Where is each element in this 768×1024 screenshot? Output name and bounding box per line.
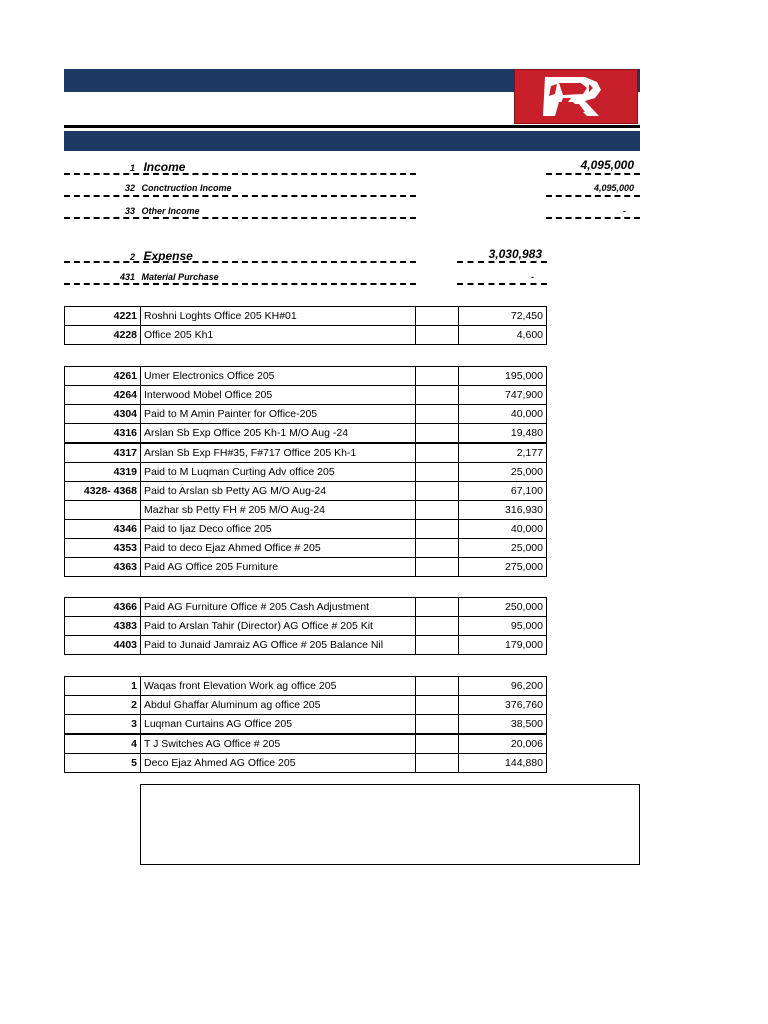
header-band-bottom [64,131,640,151]
row-code: 4316 [65,424,141,444]
table-row [65,443,547,463]
row-blank [416,696,459,715]
other-income-row [125,206,200,216]
row-blank [416,558,459,577]
row-amount: 40,000 [459,405,547,424]
row-code: 4264 [65,386,141,405]
row-description: Luqman Curtains AG Office 205 [141,715,416,735]
table-row [65,326,547,345]
table-row [65,463,547,482]
table-row [65,367,547,386]
row-amount: 38,500 [459,715,547,735]
table-row [65,539,547,558]
material-dashline-right [457,283,547,285]
expense-amount: 3,030,983 [488,247,542,261]
row-description: Office 205 Kh1 [141,326,416,345]
row-blank [416,501,459,520]
expense-label: Expense [143,249,193,263]
table-row [65,715,547,735]
row-code: 4366 [65,598,141,617]
material-purchase-label: Material Purchase [141,272,219,282]
row-blank [416,307,459,326]
material-purchase-row [120,272,219,282]
row-code: 4328- 4368 [65,482,141,501]
row-blank [416,326,459,345]
row-description: Paid to deco Ejaz Ahmed Office # 205 [141,539,416,558]
row-amount: 316,930 [459,501,547,520]
row-amount: 25,000 [459,539,547,558]
row-description: Mazhar sb Petty FH # 205 M/O Aug-24 [141,501,416,520]
row-blank [416,367,459,386]
row-blank [416,443,459,463]
header-divider [64,125,640,128]
expense-table-4 [64,676,547,773]
table-row [65,734,547,754]
construction-income-code: 32 [125,183,136,193]
row-code: 4317 [65,443,141,463]
row-amount: 4,600 [459,326,547,345]
income-dashline-right [546,173,640,175]
income-code: 1 [130,163,136,173]
row-description: Waqas front Elevation Work ag office 205 [141,677,416,696]
row-code: 4403 [65,636,141,655]
row-description: Paid AG Furniture Office # 205 Cash Adjustment [141,598,416,617]
material-dashline-left [64,283,416,285]
other-income-code: 33 [125,206,136,216]
table-row [65,696,547,715]
row-description: Paid to M Amin Painter for Office-205 [141,405,416,424]
row-amount: 195,000 [459,367,547,386]
row-code: 4363 [65,558,141,577]
company-logo [515,70,637,123]
construction-income-label: Conctruction Income [141,183,232,193]
table-row [65,598,547,617]
row-code: 4304 [65,405,141,424]
row-description: T J Switches AG Office # 205 [141,734,416,754]
expense-code: 2 [130,252,136,262]
row-amount: 25,000 [459,463,547,482]
row-description: Abdul Ghaffar Aluminum ag office 205 [141,696,416,715]
row-blank [416,405,459,424]
row-code: 4319 [65,463,141,482]
material-purchase-amount: - [531,272,534,282]
row-description: Arslan Sb Exp FH#35, F#717 Office 205 Kh-1 [141,443,416,463]
table-row [65,405,547,424]
row-code: 3 [65,715,141,735]
table-row [65,617,547,636]
row-description: Paid to Ijaz Deco office 205 [141,520,416,539]
row-description: Paid to Arslan Tahir (Director) AG Office # 205 Kit [141,617,416,636]
construction-dashline-left [64,195,416,197]
table-row [65,677,547,696]
row-description: Umer Electronics Office 205 [141,367,416,386]
row-amount: 72,450 [459,307,547,326]
expense-dashline-right [457,261,547,263]
row-description: Paid to Junaid Jamraiz AG Office # 205 Balance Nil [141,636,416,655]
expense-dashline-left [64,261,416,263]
row-blank [416,598,459,617]
row-amount: 275,000 [459,558,547,577]
row-code: 4 [65,734,141,754]
table-row [65,482,547,501]
row-blank [416,617,459,636]
row-description: Deco Ejaz Ahmed AG Office 205 [141,754,416,773]
row-description: Paid to M Luqman Curting Adv office 205 [141,463,416,482]
row-amount: 747,900 [459,386,547,405]
expense-table-3 [64,597,547,655]
row-blank [416,482,459,501]
table-row [65,501,547,520]
row-amount: 376,760 [459,696,547,715]
r-logo-icon [515,70,637,123]
construction-income-amount: 4,095,000 [593,183,634,193]
expense-table-1 [64,306,547,345]
row-description: Arslan Sb Exp Office 205 Kh-1 M/O Aug -24 [141,424,416,444]
row-blank [416,715,459,735]
row-code: 4346 [65,520,141,539]
income-amount: 4,095,000 [580,158,634,172]
row-code: 1 [65,677,141,696]
row-amount: 2,177 [459,443,547,463]
row-description: Interwood Mobel Office 205 [141,386,416,405]
table-row [65,424,547,444]
row-amount: 96,200 [459,677,547,696]
row-blank [416,754,459,773]
row-code: 4228 [65,326,141,345]
row-code: 4383 [65,617,141,636]
table-row [65,754,547,773]
other-income-label: Other Income [141,206,200,216]
row-code: 5 [65,754,141,773]
table-row [65,520,547,539]
row-blank [416,677,459,696]
row-blank [416,424,459,444]
row-code [65,501,141,520]
row-description: Paid to Arslan sb Petty AG M/O Aug-24 [141,482,416,501]
row-amount: 144,880 [459,754,547,773]
row-blank [416,463,459,482]
row-amount: 40,000 [459,520,547,539]
income-dashline-left [64,173,416,175]
material-purchase-code: 431 [120,272,136,282]
other-income-dashline-left [64,217,416,219]
income-label: Income [143,160,186,174]
notes-box [140,784,640,865]
table-row [65,636,547,655]
construction-dashline-right [546,195,640,197]
row-amount: 250,000 [459,598,547,617]
row-description: Roshni Loghts Office 205 KH#01 [141,307,416,326]
row-blank [416,520,459,539]
row-description: Paid AG Office 205 Furniture [141,558,416,577]
row-code: 4221 [65,307,141,326]
row-amount: 20,006 [459,734,547,754]
row-code: 4353 [65,539,141,558]
row-amount: 19,480 [459,424,547,444]
row-code: 4261 [65,367,141,386]
row-blank [416,386,459,405]
row-blank [416,539,459,558]
expense-table-2 [64,366,547,577]
table-row [65,386,547,405]
other-income-dashline-right [546,217,640,219]
row-code: 2 [65,696,141,715]
row-amount: 95,000 [459,617,547,636]
other-income-amount: - [623,206,626,216]
row-amount: 67,100 [459,482,547,501]
row-amount: 179,000 [459,636,547,655]
construction-income-row [125,183,232,193]
table-row [65,558,547,577]
row-blank [416,636,459,655]
table-row [65,307,547,326]
row-blank [416,734,459,754]
